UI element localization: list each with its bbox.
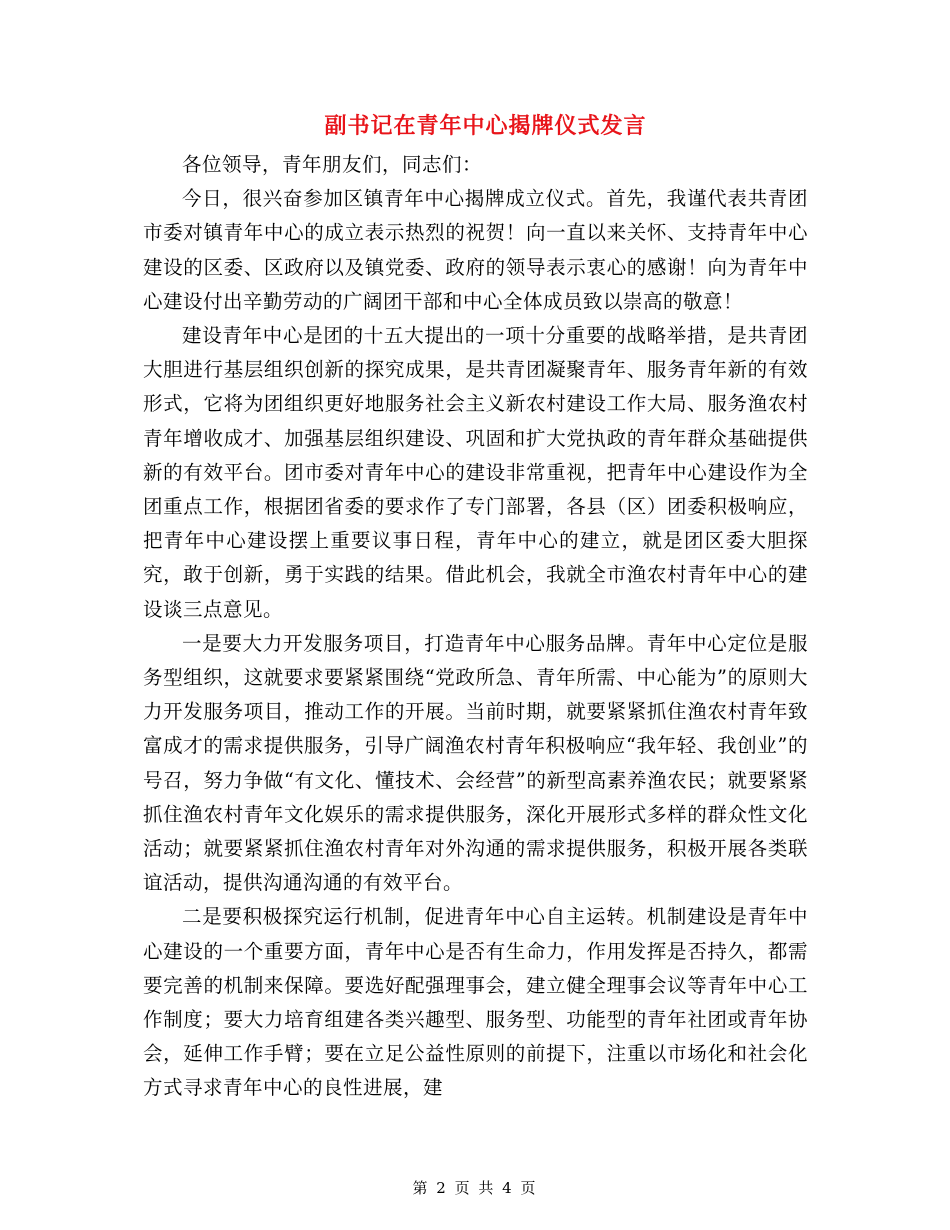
page-number-footer: 第 2 页 共 4 页 bbox=[412, 1179, 538, 1197]
paragraph-significance: 建设青年中心是团的十五大提出的一项十分重要的战略举措，是共青团大胆进行基层组织创新的探究成果，是共青团凝聚青年、服务青年新的有效形式，它将为团组织更好地服务社会主义新农村建设工作大局、服务渔农村青年增收成才、加强基层组织建设、巩固和扩大党执政的青年群众基础提供新的有效平台。团市委对青年中心的建设非常重视，把青年中心建设作为全团重点工作，根据团省委的要求作了专门部署，各县（区）团委积极响应，把青年中心建设摆上重要议事日程，青年中心的建立，就是团区委大胆探究，敢于创新，勇于实践的结果。借此机会，我就全市渔农村青年中心的建设谈三点意见。 bbox=[143, 324, 808, 621]
document-title: 副书记在青年中心揭牌仪式发言 bbox=[324, 113, 647, 139]
document-page bbox=[143, 108, 808, 1106]
paragraph-point-two: 二是要积极探究运行机制，促进青年中心自主运转。机制建设是青年中心建设的一个重要方面，青年中心是否有生命力，作用发挥是否持久，都需要完善的机制来保障。要选好配强理事会，建立健全理事会议等青年中心工作制度；要大力培育组建各类兴趣型、服务型、功能型的青年社团或青年协会，延伸工作手臂；要在立足公益性原则的前提下，注重以市场化和社会化方式寻求青年中心的良性进展，建 bbox=[143, 905, 808, 1100]
paragraph-opening: 今日，很兴奋参加区镇青年中心揭牌成立仪式。首先，我谨代表共青团市委对镇青年中心的成立表示热烈的祝贺！向一直以来关怀、支持青年中心建设的区委、区政府以及镇党委、政府的领导表示衷心的感谢！向为青年中心建设付出辛勤劳动的广阔团干部和中心全体成员致以崇高的敬意！ bbox=[143, 187, 808, 313]
paragraph-point-one: 一是要大力开发服务项目，打造青年中心服务品牌。青年中心定位是服务型组织，这就要求要紧紧围绕“党政所急、青年所需、中心能为”的原则大力开发服务项目，推动工作的开展。当前时期，就要紧紧抓住渔农村青年致富成才的需求提供服务，引导广阔渔农村青年积极响应“我年轻、我创业”的号召，努力争做“有文化、懂技术、会经营”的新型高素养渔农民；就要紧紧抓住渔农村青年文化娱乐的需求提供服务，深化开展形式多样的群众性文化活动；就要紧紧抓住渔农村青年对外沟通的需求提供服务，积极开展各类联谊活动，提供沟通沟通的有效平台。 bbox=[143, 631, 808, 895]
paragraph-salutation: 各位领导，青年朋友们，同志们： bbox=[182, 153, 483, 176]
